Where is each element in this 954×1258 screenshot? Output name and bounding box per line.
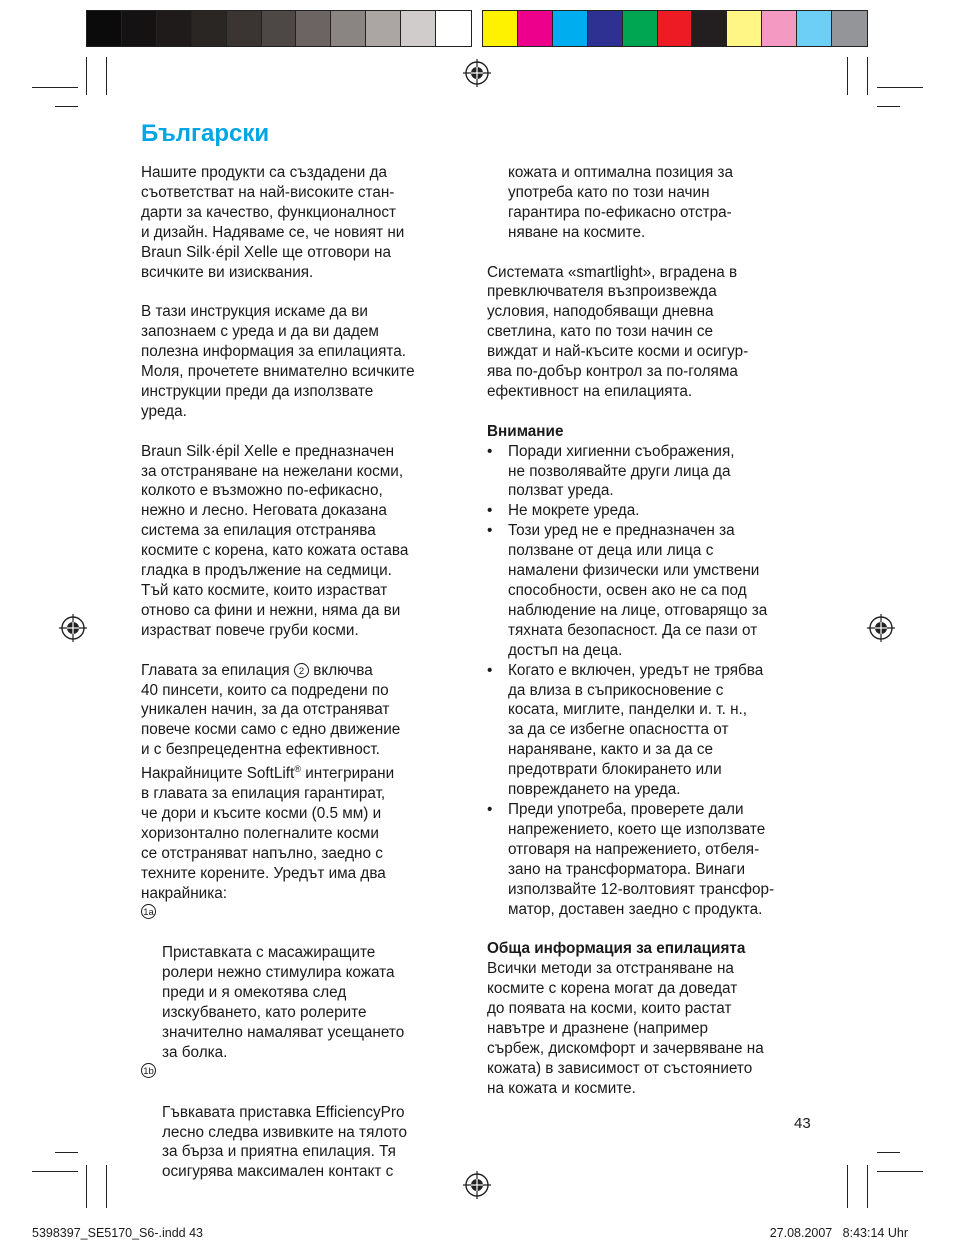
crop-mark <box>55 1152 78 1153</box>
slug-file-info: 5398397_SE5170_S6-.indd 43 <box>32 1226 203 1240</box>
gray-swatch <box>331 11 366 46</box>
crop-mark <box>877 1152 900 1153</box>
attachment-1b-text: Гъвкавата приставка EfficiencyPro лесно следва извивките на тялото за бърза и приятна епилация. Тя осигурява максимален контакт с <box>162 1103 407 1181</box>
page-number: 43 <box>794 1115 811 1132</box>
crop-mark <box>847 1165 848 1208</box>
crop-mark <box>867 57 868 95</box>
caution-item: • Когато е включен, уредът не трябва да влиза в съприкосновение с косата, миглите, панделки и. т. н., за да се избегне опасността от нараняване, както и за да се предотврати блокирането или повреждането на уреда. <box>487 661 827 800</box>
crop-mark <box>877 1171 923 1172</box>
grayscale-color-bar <box>86 10 472 47</box>
right-column <box>487 163 827 1099</box>
item-reference-2: 2 <box>294 663 309 678</box>
caution-item: • Поради хигиенни съображения, не позволявайте други лица да ползват уреда. <box>487 442 827 502</box>
attachment-1a-text: Приставката с масажиращите ролери нежно стимулира кожата преди и я омекотява след изскубването, като ролерите значително намаляват усещането за болка. <box>162 944 405 1061</box>
gray-swatch <box>262 11 297 46</box>
crop-mark <box>106 57 107 95</box>
gray-swatch <box>192 11 227 46</box>
page-title: Български <box>141 120 270 147</box>
crop-mark <box>55 106 78 107</box>
crop-mark <box>32 87 78 88</box>
instructions-paragraph: В тази инструкция искаме да ви запознаем с уреда и да ви дадем полезна информация за епилацията. Моля, прочетете внимателно всичките инструкции преди да използвате уреда. <box>141 303 415 420</box>
process-swatch <box>483 11 518 46</box>
registration-mark-icon <box>866 613 896 643</box>
crop-mark <box>877 106 900 107</box>
gray-swatch <box>296 11 331 46</box>
process-color-bar <box>482 10 868 47</box>
registration-mark-icon <box>58 613 88 643</box>
process-swatch <box>832 11 867 46</box>
process-swatch <box>553 11 588 46</box>
general-info-heading: Обща информация за епилацията <box>487 940 746 958</box>
process-swatch <box>692 11 727 46</box>
caution-list <box>487 442 827 920</box>
gray-swatch <box>157 11 192 46</box>
crop-mark <box>106 1165 107 1208</box>
paragraph-text: интегрирани в главата за епилация гарантират, че дори и късите косми (0.5 мм) и хоризонтално полегналите косми се отстраняват напълно, заедно с техните корените. Уредът има два накрайника: <box>141 765 395 902</box>
paragraph-text: включва 40 пинсети, които са подредени по уникален начин, за да отстраняват повече косми само с едно движение и с безпрецедентна ефективност. Накрайниците SoftLift <box>141 661 401 783</box>
continuation-paragraph: кожата и оптимална позиция за употреба като по този начин гарантира по-ефикасно отстра- няване на космите. <box>508 164 734 241</box>
slug-timestamp: 27.08.2007 8:43:14 Uhr <box>769 1226 908 1240</box>
left-column <box>141 163 471 1182</box>
crop-mark <box>867 1165 868 1208</box>
gray-swatch <box>401 11 436 46</box>
intro-paragraph: Нашите продукти са създадени да съответстват на най-високите стан- дарти за качество, функционалност и дизайн. Надяваме се, че новият ни Braun Silk·épil Xelle ще отговори на всичките ви изисквания. <box>141 164 405 281</box>
caution-item: • Преди употреба, проверете дали напрежението, което ще използвате отговаря на напрежението, отбеля- зано на трансформатора. Винаги използвайте 12-волтовият трансфор- матор, доставен заедно с продукта. <box>487 800 827 919</box>
process-swatch <box>623 11 658 46</box>
crop-mark <box>877 87 923 88</box>
crop-mark <box>32 1171 78 1172</box>
process-swatch <box>797 11 832 46</box>
smartlight-paragraph: Системата «smartlight», вградена в превключвателя възпроизвежда условия, наподобяващи дневна светлина, като по този начин се виждат и най-късите косми и осигур- ява по-добър контрол за по-голяма ефективност на епилацията. <box>487 263 749 400</box>
registered-mark: ® <box>294 764 301 775</box>
item-reference-1b: 1b <box>141 1063 156 1078</box>
process-swatch <box>588 11 623 46</box>
gray-swatch <box>227 11 262 46</box>
process-swatch <box>658 11 693 46</box>
process-swatch <box>762 11 797 46</box>
purpose-paragraph: Braun Silk·épil Xelle е предназначен за отстраняване на нежелани косми, колкото е възможно по-ефикасно, нежно и лесно. Неговата доказана система за епилация отстранява космите с корена, като кожата остава гладка в продължение на седмици. Тъй като космите, които израстват отново са фини и нежни, няма да ви израстват повече груби косми. <box>141 442 409 639</box>
crop-mark <box>86 57 87 95</box>
general-info-paragraph: Всички методи за отстраняване на космите с корена могат да доведат до появата на косми, които растат навътре и дразнене (например сърбеж, дискомфорт и зачервяване на кожата) в зависимост от състоянието на кожата и космите. <box>487 960 764 1097</box>
item-reference-1a: 1a <box>141 904 156 919</box>
crop-mark <box>86 1165 87 1208</box>
attachment-1b <box>141 1063 471 1182</box>
caution-heading: Внимание <box>487 422 564 440</box>
attachment-1a <box>141 904 471 1063</box>
gray-swatch <box>122 11 157 46</box>
paragraph-text: Главата за епилация <box>141 661 294 679</box>
gray-swatch <box>87 11 122 46</box>
epilation-head-paragraph <box>141 661 471 904</box>
registration-mark-icon <box>462 58 492 88</box>
caution-item: • Не мокрете уреда. <box>487 501 827 521</box>
gray-swatch <box>436 11 471 46</box>
process-swatch <box>518 11 553 46</box>
process-swatch <box>727 11 762 46</box>
gray-swatch <box>366 11 401 46</box>
caution-item: • Този уред не е предназначен за ползване от деца или лица с намалени физически или умствени способности, освен ако не са под наблюдение на лице, отговарящо за тяхната безопасност. Да се пази от достъп на деца. <box>487 521 827 660</box>
crop-mark <box>847 57 848 95</box>
